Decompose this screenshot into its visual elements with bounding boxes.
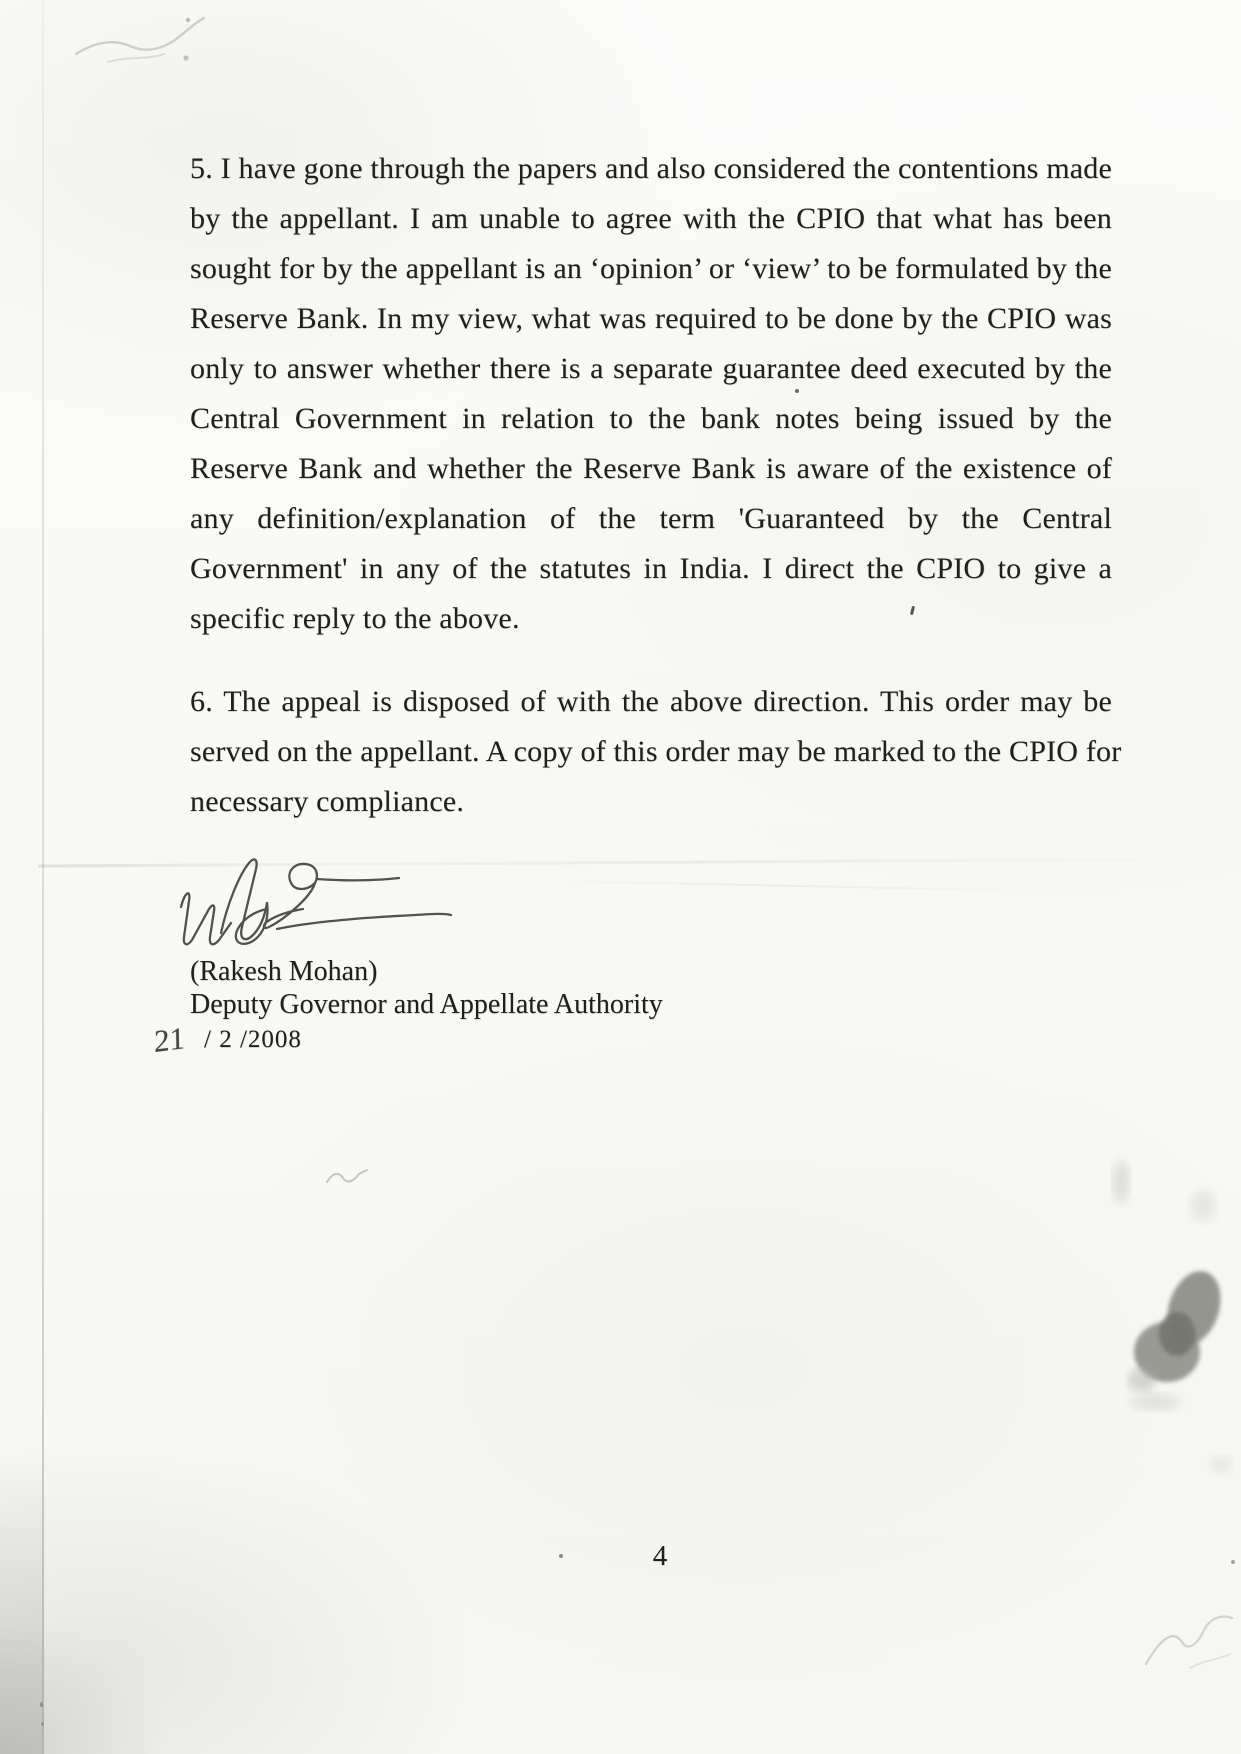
paper-edge-line	[42, 0, 44, 1754]
pencil-scribble-top-left	[68, 6, 228, 78]
paragraph-6-line: served on the appellant. A copy of this order may be marked to the CPIO for	[190, 735, 1122, 768]
date-handwritten-day: 21	[153, 1020, 186, 1059]
paragraph-5-line: specific reply to the above.	[190, 602, 520, 635]
signatory-name: (Rakesh Mohan)	[190, 956, 378, 987]
paragraph-6-line: necessary compliance.	[190, 785, 465, 818]
scan-speck	[795, 389, 799, 393]
paragraph-5	[190, 144, 1112, 644]
page-number: 4	[652, 1540, 668, 1572]
paragraph-5-line: 5. I have gone through the papers and also considered the contentions made	[190, 152, 1113, 185]
ink-blot-stain	[1095, 1140, 1241, 1480]
signature-scribble	[165, 845, 475, 960]
scan-speck	[1231, 1560, 1235, 1564]
paragraph-6-line: 6. The appeal is disposed of with the above direction. This order may be	[190, 685, 1112, 718]
paragraph-5-line: by the appellant. I am unable to agree with the CPIO that what has been	[190, 202, 1112, 235]
paragraph-5-line: only to answer whether there is a separate guarantee deed executed by the	[190, 352, 1112, 385]
date-text: / 2 /2008	[204, 1026, 302, 1053]
scan-speck	[41, 1722, 44, 1726]
paragraph-5-line: any definition/explanation of the term 'Guaranteed by the Central	[190, 502, 1112, 535]
paragraph-5-line: sought for by the appellant is an ‘opinion’ or ‘view’ to be formulated by the	[190, 252, 1112, 285]
paragraph-5-line: Reserve Bank and whether the Reserve Bank is aware of the existence of	[190, 452, 1112, 485]
scanner-corner-shade	[0, 1550, 220, 1754]
signatory-title: Deputy Governor and Appellate Authority	[190, 989, 663, 1020]
scan-speck	[40, 1702, 43, 1707]
paragraph-5-line: Central Government in relation to the bank notes being issued by the	[190, 402, 1112, 435]
paragraph-5-line: Government' in any of the statutes in India. I direct the CPIO to give a	[190, 552, 1112, 585]
scan-speck	[559, 1554, 563, 1558]
pencil-squiggle-mark	[325, 1166, 371, 1190]
paper-crease-secondary	[540, 880, 1060, 893]
paragraph-5-line: Reserve Bank. In my view, what was required to be done by the CPIO was	[190, 302, 1112, 335]
pencil-scribble-bottom-right	[1140, 1608, 1240, 1678]
paragraph-6	[190, 677, 1122, 827]
